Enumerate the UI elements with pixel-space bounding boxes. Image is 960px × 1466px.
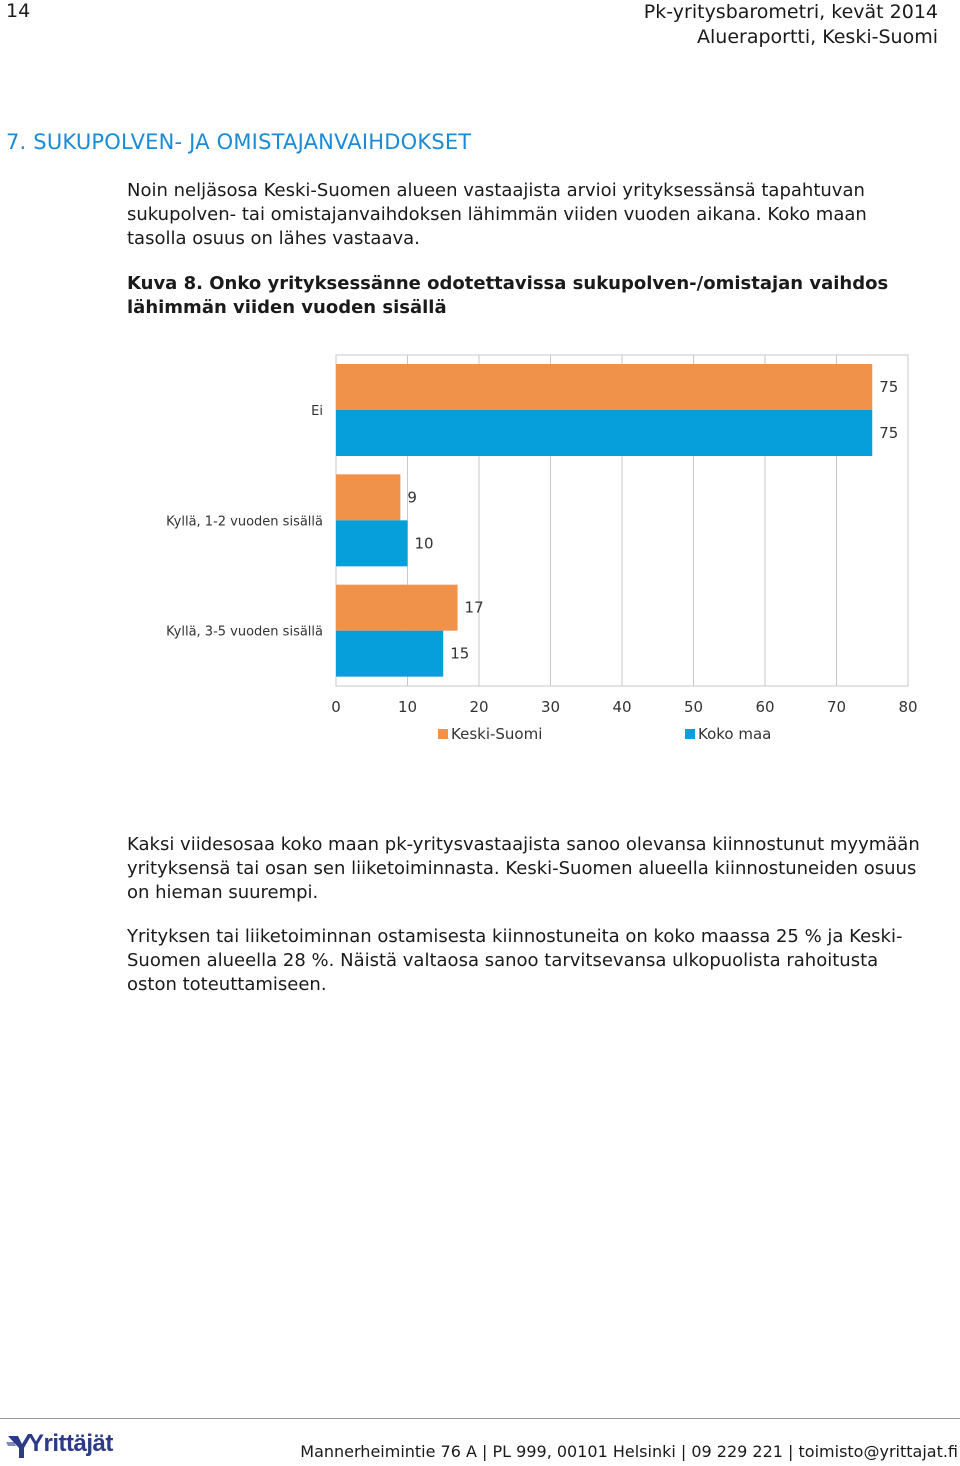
page-number: 14 xyxy=(6,0,31,22)
data-label: 75 xyxy=(879,378,899,396)
data-label: 75 xyxy=(879,424,899,442)
footer-divider xyxy=(0,1418,960,1419)
x-tick-label: 40 xyxy=(612,698,632,716)
legend-label: Keski-Suomi xyxy=(451,725,543,743)
legend-label: Koko maa xyxy=(698,725,772,743)
x-tick-label: 70 xyxy=(826,698,847,716)
x-tick-label: 80 xyxy=(898,698,918,716)
category-label: Ei xyxy=(311,404,323,419)
x-tick-label: 20 xyxy=(469,698,489,716)
category-label: Kyllä, 3-5 vuoden sisällä xyxy=(166,624,323,640)
bar-keski-suomi xyxy=(336,364,872,410)
x-tick-label: 60 xyxy=(755,698,775,716)
intro-paragraph: Noin neljäsosa Keski-Suomen alueen vastaajista arvioi yrityksessänsä tapahtuvan sukupolven- tai omistajanvaihdoksen lähimmän viiden vuoden aikana. Koko maan tasolla osuus on lähes vastaava. xyxy=(127,180,867,249)
logo-text: Yrittäjät xyxy=(28,1430,113,1457)
section-title: 7. SUKUPOLVEN- JA OMISTAJANVAIHDOKSET xyxy=(6,130,472,154)
data-label: 15 xyxy=(450,644,470,663)
bar-koko-maa xyxy=(336,631,443,677)
x-tick-label: 30 xyxy=(540,698,561,716)
data-label: 9 xyxy=(407,488,417,507)
legend-swatch xyxy=(685,729,695,739)
bar-koko-maa xyxy=(336,520,408,566)
figure-caption: Kuva 8. Onko yrityksessänne odotettavissa sukupolven-/omistajan vaihdos lähimmän viiden vuoden sisällä xyxy=(127,273,889,318)
x-tick-label: 50 xyxy=(683,698,704,716)
data-label: 10 xyxy=(414,534,434,553)
running-header xyxy=(644,0,938,50)
chart-bars xyxy=(336,364,872,677)
body-paragraph-2: Yrityksen tai liiketoiminnan ostamisesta kiinnostuneita on koko maassa 25 % ja Keski-Suomen alueella 28 %. Näistä valtaosa sanoo tarvitsevansa ulkopuolista rahoitusta oston toteuttamiseen. xyxy=(127,926,903,995)
legend-swatch xyxy=(438,729,448,739)
bar-chart xyxy=(0,340,960,760)
report-title: Pk-yritysbarometri, kevät 2014 xyxy=(643,1,938,23)
bar-keski-suomi xyxy=(336,474,400,520)
footer-address: Mannerheimintie 76 A | PL 999, 00101 Helsinki | 09 229 221 | toimisto@yrittajat.fi xyxy=(300,1442,958,1461)
x-tick-label: 10 xyxy=(397,698,418,716)
bar-keski-suomi xyxy=(336,585,458,631)
x-tick-label: 0 xyxy=(331,698,341,716)
data-label: 17 xyxy=(464,598,484,617)
bar-koko-maa xyxy=(336,410,872,456)
report-subtitle: Alueraportti, Keski-Suomi xyxy=(697,26,938,48)
body-paragraph-1: Kaksi viidesosaa koko maan pk-yritysvastaajista sanoo olevansa kiinnostunut myymään yrityksensä tai osan sen liiketoiminnasta. Keski-Suomen alueella kiinnostuneiden osuus on hieman suurempi. xyxy=(127,834,920,903)
chart-legend xyxy=(438,725,771,743)
category-label: Kyllä, 1-2 vuoden sisällä xyxy=(166,514,323,530)
